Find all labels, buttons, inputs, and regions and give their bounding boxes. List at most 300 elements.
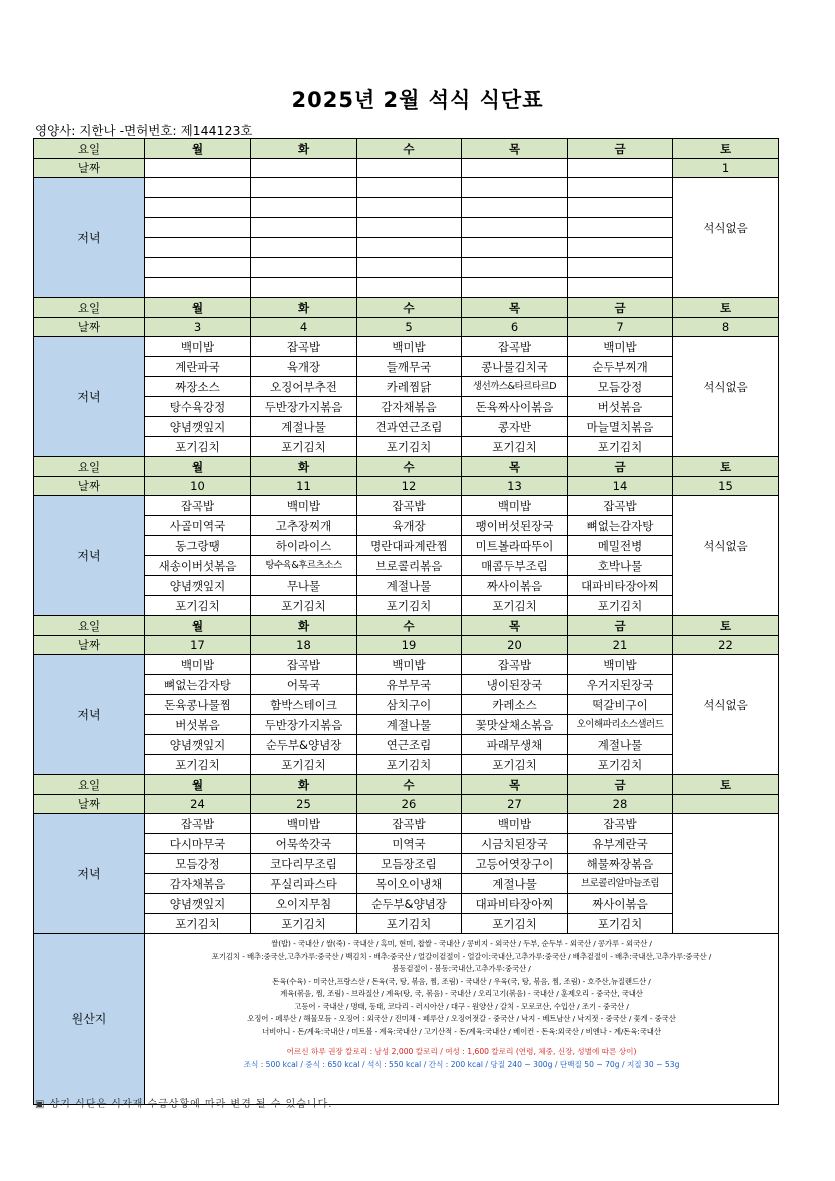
date-cell: 15 [673, 477, 779, 496]
calorie-note: 어르신 하루 권장 칼로리 : 남성 2,000 칼로리 / 여성 : 1,600 칼로리 (연령, 체중, 신장, 성별에 따른 상이) [286, 1047, 637, 1056]
menu-item: 뼈없는감자탕 [145, 675, 251, 695]
menu-item: 오이해파리소스샐러드 [568, 715, 673, 735]
menu-row [34, 198, 779, 218]
weekday-cell: 토 [673, 298, 779, 318]
menu-item: 유부계란국 [568, 834, 673, 854]
menu-item: 잡곡밥 [145, 814, 251, 834]
date-label: 날짜 [34, 318, 145, 337]
weekday-label: 요일 [34, 298, 145, 318]
saturday-cell [673, 278, 779, 298]
menu-item: 포기김치 [462, 437, 568, 457]
menu-item: 잡곡밥 [357, 496, 462, 516]
menu-item: 양념깻잎지 [145, 576, 251, 596]
date-cell: 24 [145, 795, 251, 814]
menu-item: 삼치구이 [357, 695, 462, 715]
menu-item [357, 178, 462, 198]
menu-item [568, 178, 673, 198]
menu-row [34, 715, 779, 735]
date-cell [145, 159, 251, 178]
menu-item: 모듬강정 [568, 377, 673, 397]
menu-item: 고등어엿장구이 [462, 854, 568, 874]
menu-row [34, 377, 779, 397]
date-label: 날짜 [34, 477, 145, 496]
menu-item [462, 218, 568, 238]
menu-item: 백미밥 [251, 496, 357, 516]
date-cell: 3 [145, 318, 251, 337]
menu-table [33, 138, 779, 1105]
menu-item: 탕수육강정 [145, 397, 251, 417]
menu-item: 카레찜닭 [357, 377, 462, 397]
saturday-cell [673, 198, 779, 218]
menu-item: 포기김치 [145, 596, 251, 616]
date-cell: 10 [145, 477, 251, 496]
menu-row [34, 854, 779, 874]
menu-row [34, 337, 779, 357]
weekday-cell: 화 [251, 775, 357, 795]
saturday-cell [673, 258, 779, 278]
saturday-cell: 석식없음 [673, 695, 779, 715]
menu-item: 생선까스&타르타르D [462, 377, 568, 397]
origin-info [145, 934, 779, 1105]
menu-item [251, 278, 357, 298]
menu-item: 다시마무국 [145, 834, 251, 854]
menu-row [34, 357, 779, 377]
menu-item: 냉이된장국 [462, 675, 568, 695]
weekday-cell: 월 [145, 298, 251, 318]
menu-item: 포기김치 [251, 596, 357, 616]
date-row [34, 795, 779, 814]
date-cell: 28 [568, 795, 673, 814]
weekday-cell: 금 [568, 616, 673, 636]
menu-item: 포기김치 [357, 437, 462, 457]
date-cell [462, 159, 568, 178]
menu-item [357, 218, 462, 238]
saturday-cell [673, 437, 779, 457]
menu-item: 마늘멸치볶음 [568, 417, 673, 437]
menu-item [568, 198, 673, 218]
menu-item: 육개장 [357, 516, 462, 536]
date-cell: 22 [673, 636, 779, 655]
date-cell: 21 [568, 636, 673, 655]
footnote: ▣ 상기 식단은 식자재 수급상황에 따라 변경 될 수 있습니다. [35, 1099, 333, 1110]
menu-item [462, 178, 568, 198]
date-cell: 11 [251, 477, 357, 496]
saturday-cell [673, 894, 779, 914]
saturday-cell [673, 337, 779, 357]
menu-item: 오이지무침 [251, 894, 357, 914]
menu-item: 파래무생채 [462, 735, 568, 755]
menu-row [34, 596, 779, 616]
menu-item: 우거지된장국 [568, 675, 673, 695]
origin-line: 포기김치 - 배추:중국산,고추가루:중국산 / 백김치 - 배추:중국산 / 얼갈이겉절이 - 얼갈이:국내산,고추가루:중국산 / 배추겉절이 - 배추:국내산,고추가루:중국산 / [211, 951, 712, 961]
menu-item: 콩나물김치국 [462, 357, 568, 377]
menu-item [568, 258, 673, 278]
date-cell: 7 [568, 318, 673, 337]
weekday-cell: 금 [568, 775, 673, 795]
origin-list [151, 938, 772, 1038]
dinner-label: 저녁 [34, 814, 145, 934]
saturday-cell [673, 814, 779, 834]
menu-item [145, 218, 251, 238]
menu-item [357, 258, 462, 278]
menu-row [34, 437, 779, 457]
menu-item: 순두부&양념장 [357, 894, 462, 914]
menu-row [34, 178, 779, 198]
menu-row [34, 397, 779, 417]
weekday-cell: 토 [673, 616, 779, 636]
weekday-cell: 수 [357, 139, 462, 159]
menu-item: 고추장찌개 [251, 516, 357, 536]
origin-line: 계육(볶음, 찜, 조림) - 브라질산 / 계육(탕, 국, 볶음) - 국내산 / 오리고기(볶음) - 국내산 / 훈제오리 - 중국산, 국내산 [280, 989, 643, 998]
weekday-row [34, 139, 779, 159]
menu-item: 포기김치 [251, 755, 357, 775]
origin-label: 원산지 [34, 934, 145, 1105]
menu-item [568, 218, 673, 238]
menu-item: 포기김치 [145, 914, 251, 934]
origin-line: 오징어 - 페루산 / 해물모듬 - 오징어 : 외국산 / 진미채 - 페루산 / 오징어젓갈 - 중국산 / 낙지 - 베트남산 / 낙지젓 - 중국산 / 꽃게 - 중국산 [247, 1014, 676, 1023]
saturday-cell [673, 178, 779, 198]
menu-item: 백미밥 [145, 655, 251, 675]
menu-row [34, 218, 779, 238]
date-row [34, 318, 779, 337]
date-cell: 27 [462, 795, 568, 814]
saturday-cell [673, 576, 779, 596]
menu-item: 백미밥 [357, 655, 462, 675]
weekday-cell: 화 [251, 457, 357, 477]
menu-item: 계절나물 [251, 417, 357, 437]
menu-item: 새송이버섯볶음 [145, 556, 251, 576]
date-row [34, 159, 779, 178]
menu-item: 순두부찌개 [568, 357, 673, 377]
menu-item: 모듬강정 [145, 854, 251, 874]
date-cell [251, 159, 357, 178]
menu-item: 하이라이스 [251, 536, 357, 556]
menu-item: 포기김치 [251, 437, 357, 457]
date-cell: 12 [357, 477, 462, 496]
menu-item: 양념깻잎지 [145, 735, 251, 755]
menu-row [34, 834, 779, 854]
saturday-cell [673, 675, 779, 695]
menu-item [145, 198, 251, 218]
menu-item: 포기김치 [357, 914, 462, 934]
menu-item: 버섯볶음 [568, 397, 673, 417]
menu-item: 버섯볶음 [145, 715, 251, 735]
weekday-cell: 토 [673, 457, 779, 477]
menu-item: 브로콜리볶음 [357, 556, 462, 576]
date-cell: 19 [357, 636, 462, 655]
menu-item: 두반장가지볶음 [251, 715, 357, 735]
weekday-cell: 금 [568, 139, 673, 159]
menu-item: 무나물 [251, 576, 357, 596]
origin-line: 봄동겉절이 - 봄동:국내산,고추가루:중국산 / [392, 964, 531, 973]
menu-row [34, 874, 779, 894]
weekday-cell: 수 [357, 775, 462, 795]
menu-item: 오징어부추전 [251, 377, 357, 397]
menu-item [568, 238, 673, 258]
dinner-label: 저녁 [34, 655, 145, 775]
menu-item: 포기김치 [462, 596, 568, 616]
menu-item: 감자채볶음 [357, 397, 462, 417]
menu-item [251, 178, 357, 198]
saturday-cell [673, 715, 779, 735]
weekday-cell: 월 [145, 616, 251, 636]
menu-item: 순두부&양념장 [251, 735, 357, 755]
saturday-cell [673, 397, 779, 417]
menu-row [34, 814, 779, 834]
date-cell: 18 [251, 636, 357, 655]
menu-row [34, 735, 779, 755]
menu-item [462, 198, 568, 218]
origin-line: 고등어 - 국내산 / 명태, 동태, 코다리 - 러시아산 / 대구 - 원양산 / 갈치 - 모로코산, 수입산 / 조기 - 중국산 / [294, 1001, 629, 1011]
menu-item: 견과연근조림 [357, 417, 462, 437]
menu-item: 꽃맛살채소볶음 [462, 715, 568, 735]
menu-item: 양념깻잎지 [145, 894, 251, 914]
menu-item [145, 258, 251, 278]
menu-row [34, 755, 779, 775]
menu-row [34, 914, 779, 934]
weekday-cell: 목 [462, 775, 568, 795]
menu-item: 돈육콩나물찜 [145, 695, 251, 715]
date-cell: 13 [462, 477, 568, 496]
saturday-cell: 석식없음 [673, 218, 779, 238]
menu-item: 모듬장조림 [357, 854, 462, 874]
saturday-cell [673, 735, 779, 755]
menu-item: 카레소스 [462, 695, 568, 715]
menu-item: 양념깻잎지 [145, 417, 251, 437]
saturday-cell [673, 755, 779, 775]
menu-row [34, 695, 779, 715]
menu-item: 포기김치 [568, 755, 673, 775]
weekday-cell: 토 [673, 775, 779, 795]
menu-item: 해물짜장볶음 [568, 854, 673, 874]
saturday-cell [673, 854, 779, 874]
menu-row [34, 576, 779, 596]
menu-item: 미트볼라따뚜이 [462, 536, 568, 556]
menu-item [145, 278, 251, 298]
weekday-cell: 금 [568, 298, 673, 318]
date-cell: 6 [462, 318, 568, 337]
menu-item: 매콤두부조림 [462, 556, 568, 576]
menu-item: 잡곡밥 [462, 337, 568, 357]
menu-item: 코다리무조림 [251, 854, 357, 874]
saturday-cell: 석식없음 [673, 377, 779, 397]
weekday-cell: 목 [462, 616, 568, 636]
dinner-label: 저녁 [34, 496, 145, 616]
menu-item: 유부무국 [357, 675, 462, 695]
menu-item: 팽이버섯된장국 [462, 516, 568, 536]
menu-item [462, 238, 568, 258]
menu-row [34, 417, 779, 437]
menu-item: 어묵쑥갓국 [251, 834, 357, 854]
menu-item: 잡곡밥 [357, 814, 462, 834]
menu-item: 뼈없는감자탕 [568, 516, 673, 536]
menu-item: 포기김치 [145, 437, 251, 457]
origin-line: 돈육(수육) - 미국산,프랑스산 / 돈육(국, 탕, 볶음, 찜, 조림) - 국내산 / 우육(국, 탕, 볶음, 찜, 조림) - 호주산,뉴질랜드산 / [272, 976, 651, 986]
menu-item: 떡갈비구이 [568, 695, 673, 715]
date-cell [357, 159, 462, 178]
menu-item: 백미밥 [568, 337, 673, 357]
menu-item: 어묵국 [251, 675, 357, 695]
menu-item: 들깨무국 [357, 357, 462, 377]
date-cell: 25 [251, 795, 357, 814]
menu-item [251, 238, 357, 258]
saturday-cell [673, 655, 779, 675]
menu-row [34, 496, 779, 516]
menu-row [34, 516, 779, 536]
dinner-label: 저녁 [34, 178, 145, 298]
weekday-cell: 월 [145, 139, 251, 159]
menu-row [34, 258, 779, 278]
origin-line: 너비아니 - 돈/계육:국내산 / 미트볼 - 계육:국내산 / 고기산적 - 돈/계육:국내산 / 베이컨 - 돈육:외국산 / 비엔나 - 계/돈육:국내산 [262, 1026, 661, 1036]
weekday-row [34, 457, 779, 477]
menu-item: 목이오이냉채 [357, 874, 462, 894]
saturday-cell [673, 496, 779, 516]
date-cell: 1 [673, 159, 779, 178]
menu-item: 육개장 [251, 357, 357, 377]
menu-item [251, 218, 357, 238]
saturday-cell [673, 834, 779, 854]
menu-item: 짜장소스 [145, 377, 251, 397]
menu-row [34, 536, 779, 556]
menu-row [34, 556, 779, 576]
weekday-label: 요일 [34, 139, 145, 159]
menu-item: 동그랑땡 [145, 536, 251, 556]
menu-item: 메밀전병 [568, 536, 673, 556]
page-title: 2025년 2월 석식 식단표 [291, 88, 544, 112]
menu-item: 돈육짜사이볶음 [462, 397, 568, 417]
menu-item [251, 258, 357, 278]
saturday-cell [673, 238, 779, 258]
menu-item: 함박스테이크 [251, 695, 357, 715]
menu-item [251, 198, 357, 218]
date-cell [673, 795, 779, 814]
weekday-cell: 월 [145, 775, 251, 795]
menu-item [462, 258, 568, 278]
date-row [34, 477, 779, 496]
weekday-row [34, 616, 779, 636]
weekday-cell: 목 [462, 298, 568, 318]
saturday-cell [673, 556, 779, 576]
menu-item [357, 238, 462, 258]
menu-item: 브로콜리알마늘조림 [568, 874, 673, 894]
menu-item: 푸실리파스타 [251, 874, 357, 894]
weekday-cell: 금 [568, 457, 673, 477]
menu-item: 포기김치 [462, 914, 568, 934]
date-cell: 8 [673, 318, 779, 337]
date-cell: 17 [145, 636, 251, 655]
menu-item: 잡곡밥 [568, 814, 673, 834]
date-cell [568, 159, 673, 178]
weekday-label: 요일 [34, 616, 145, 636]
menu-item: 탕수육&후르츠소스 [251, 556, 357, 576]
menu-item: 짜사이볶음 [462, 576, 568, 596]
menu-item: 잡곡밥 [462, 655, 568, 675]
menu-item: 계란파국 [145, 357, 251, 377]
menu-item: 포기김치 [568, 914, 673, 934]
menu-item: 포기김치 [145, 755, 251, 775]
menu-item: 포기김치 [568, 437, 673, 457]
menu-item: 대파비타장아찌 [568, 576, 673, 596]
origin-line: 쌀(밥) - 국내산 / 쌀(죽) - 국내산 / 흑미, 현미, 찹쌀 - 국내산 / 콩비지 - 외국산 / 두부, 순두부 - 외국산 / 콩가루 - 외국산 / [271, 939, 652, 948]
weekday-cell: 월 [145, 457, 251, 477]
date-cell: 14 [568, 477, 673, 496]
saturday-cell [673, 914, 779, 934]
menu-item: 잡곡밥 [145, 496, 251, 516]
menu-item: 계절나물 [462, 874, 568, 894]
menu-item: 포기김치 [357, 755, 462, 775]
menu-item: 연근조림 [357, 735, 462, 755]
saturday-cell [673, 357, 779, 377]
menu-item: 백미밥 [251, 814, 357, 834]
menu-item: 사골미역국 [145, 516, 251, 536]
menu-item: 포기김치 [251, 914, 357, 934]
weekday-row [34, 775, 779, 795]
weekday-cell: 토 [673, 139, 779, 159]
saturday-cell [673, 516, 779, 536]
weekday-cell: 목 [462, 457, 568, 477]
saturday-cell [673, 417, 779, 437]
menu-item: 감자채볶음 [145, 874, 251, 894]
weekday-cell: 화 [251, 616, 357, 636]
dinner-label: 저녁 [34, 337, 145, 457]
menu-item: 백미밥 [462, 814, 568, 834]
menu-item [568, 278, 673, 298]
menu-item: 호박나물 [568, 556, 673, 576]
menu-row [34, 238, 779, 258]
menu-row [34, 655, 779, 675]
menu-item [462, 278, 568, 298]
menu-item: 백미밥 [462, 496, 568, 516]
menu-item: 포기김치 [357, 596, 462, 616]
weekday-cell: 수 [357, 616, 462, 636]
menu-row [34, 894, 779, 914]
meal-calories: 조식 : 500 kcal / 중식 : 650 kcal / 석식 : 550 kcal / 간식 : 200 kcal / 당질 240 ~ 300g / 단백질 50 ~ 70g / 지질 30 ~ 53g [243, 1059, 680, 1069]
date-cell: 20 [462, 636, 568, 655]
menu-item: 시금치된장국 [462, 834, 568, 854]
weekday-cell: 화 [251, 139, 357, 159]
menu-item: 콩자반 [462, 417, 568, 437]
weekday-label: 요일 [34, 457, 145, 477]
weekday-label: 요일 [34, 775, 145, 795]
menu-item: 백미밥 [145, 337, 251, 357]
weekday-row [34, 298, 779, 318]
weekday-cell: 수 [357, 457, 462, 477]
weekday-cell: 목 [462, 139, 568, 159]
menu-item [145, 178, 251, 198]
dietitian-info: 영양사: 지한나 -면허번호: 제144123호 [35, 123, 253, 138]
menu-item: 명란대파계란찜 [357, 536, 462, 556]
menu-item: 잡곡밥 [568, 496, 673, 516]
menu-row [34, 278, 779, 298]
date-label: 날짜 [34, 795, 145, 814]
menu-item: 잡곡밥 [251, 655, 357, 675]
date-cell: 4 [251, 318, 357, 337]
date-cell: 5 [357, 318, 462, 337]
menu-item: 짜사이볶음 [568, 894, 673, 914]
menu-item: 대파비타장아찌 [462, 894, 568, 914]
saturday-cell [673, 874, 779, 894]
date-cell: 26 [357, 795, 462, 814]
date-label: 날짜 [34, 159, 145, 178]
menu-item [357, 198, 462, 218]
saturday-cell: 석식없음 [673, 536, 779, 556]
menu-item: 미역국 [357, 834, 462, 854]
menu-item: 잡곡밥 [251, 337, 357, 357]
menu-item: 계절나물 [357, 715, 462, 735]
weekday-cell: 수 [357, 298, 462, 318]
date-label: 날짜 [34, 636, 145, 655]
menu-item: 계절나물 [568, 735, 673, 755]
